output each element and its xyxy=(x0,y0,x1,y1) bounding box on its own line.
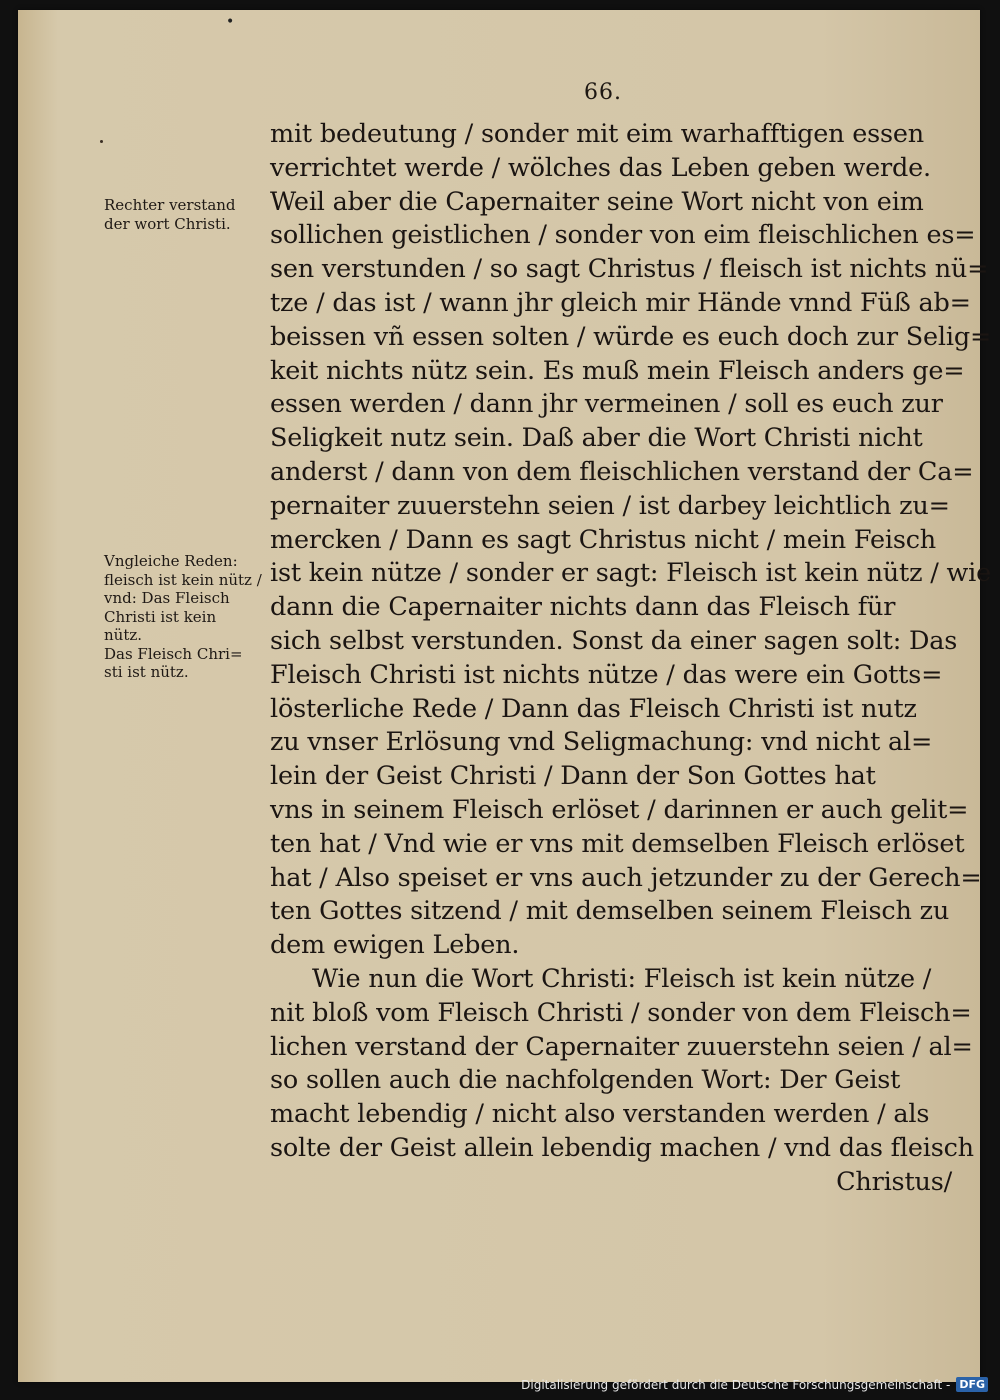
text-line: sollichen geistlichen / sonder von eim fleischlichen es= xyxy=(270,220,976,251)
margin-note-rechter-verstand xyxy=(104,196,266,233)
margin-note-line: Das Fleisch Chri= xyxy=(104,644,243,663)
margin-note-line: vnd: Das Fleisch xyxy=(104,589,230,607)
text-line: ten Gottes sitzend / mit demselben seinem Fleisch zu xyxy=(270,896,950,927)
margin-note-line: Christi ist kein xyxy=(104,607,217,626)
margin-note-vngleiche-reden xyxy=(104,552,266,682)
text-line: lein der Geist Christi / Dann der Son Gottes hat xyxy=(270,761,876,792)
text-line: keit nichts nütz sein. Es muß mein Fleisch anders ge= xyxy=(270,355,965,386)
dfg-logo: DFG xyxy=(956,1377,988,1392)
text-line: Fleisch Christi ist nichts nütze / das were ein Gotts= xyxy=(270,659,943,690)
text-line: ten hat / Vnd wie er vns mit demselben Fleisch erlöset xyxy=(270,828,965,859)
catchword: Christus/ xyxy=(836,1166,952,1197)
text-line: verrichtet werde / wölches das Leben geben werde. xyxy=(270,152,931,183)
text-line: zu vnser Erlösung vnd Seligmachung: vnd nicht al= xyxy=(270,727,933,758)
text-line: mit bedeutung / sonder mit eim warhafftigen essen xyxy=(270,119,924,149)
credit-text: Digitalisierung gefördert durch die Deutsche Forschungsgemeinschaft - xyxy=(521,1377,951,1392)
text-line: nit bloß vom Fleisch Christi / sonder von dem Fleisch= xyxy=(270,997,972,1028)
text-line: Seligkeit nutz sein. Daß aber die Wort Christi nicht xyxy=(270,423,923,454)
page-number: 66. xyxy=(584,80,622,105)
scan-mark-dot: • xyxy=(226,14,235,30)
text-line: hat / Also speiset er vns auch jetzunder zu der Gerech= xyxy=(270,862,982,893)
paragraph-first-line: Wie nun die Wort Christi: Fleisch ist kein nütze / xyxy=(312,963,932,994)
digitization-credit xyxy=(521,1377,988,1392)
text-line: tze / das ist / wann jhr gleich mir Hände vnnd Füß ab= xyxy=(270,287,971,318)
main-text-block xyxy=(270,118,992,1200)
text-line: lösterliche Rede / Dann das Fleisch Christi ist nutz xyxy=(270,693,917,724)
text-line: dem ewigen Leben. xyxy=(270,930,520,961)
text-line: ist kein nütze / sonder er sagt: Fleisch ist kein nütz / wie xyxy=(270,558,991,589)
ink-spot xyxy=(100,140,103,143)
text-line: lichen verstand der Capernaiter zuuerstehn seien / al= xyxy=(270,1031,973,1062)
text-line: anderst / dann von dem fleischlichen verstand der Ca= xyxy=(270,456,974,487)
text-line: mercken / Dann es sagt Christus nicht / mein Feisch xyxy=(270,524,937,555)
text-line: so sollen auch die nachfolgenden Wort: Der Geist xyxy=(270,1065,901,1096)
text-line: Weil aber die Capernaiter seine Wort nicht von eim xyxy=(270,186,924,217)
text-line: solte der Geist allein lebendig machen / vnd das fleisch xyxy=(270,1132,974,1163)
margin-note-line: Rechter verstand xyxy=(104,196,236,214)
margin-note-line: fleisch ist kein nütz / xyxy=(104,570,262,589)
text-line: vns in seinem Fleisch erlöset / darinnen er auch gelit= xyxy=(270,794,969,825)
text-line: dann die Capernaiter nichts dann das Fleisch für xyxy=(270,592,896,623)
text-line: sich selbst verstunden. Sonst da einer sagen solt: Das xyxy=(270,625,958,656)
text-line: macht lebendig / nicht also verstanden werden / als xyxy=(270,1099,930,1130)
margin-note-line: nütz. xyxy=(104,626,143,644)
margin-note-line: Vngleiche Reden: xyxy=(104,552,238,570)
text-line: sen verstunden / so sagt Christus / fleisch ist nichts nü= xyxy=(270,254,989,285)
text-line: essen werden / dann jhr vermeinen / soll es euch zur xyxy=(270,389,943,420)
text-line: pernaiter zuuerstehn seien / ist darbey leichtlich zu= xyxy=(270,490,950,521)
text-line: beissen vñ essen solten / würde es euch doch zur Selig= xyxy=(270,321,992,352)
margin-note-line: sti ist nütz. xyxy=(104,663,189,681)
margin-note-line: der wort Christi. xyxy=(104,214,231,233)
